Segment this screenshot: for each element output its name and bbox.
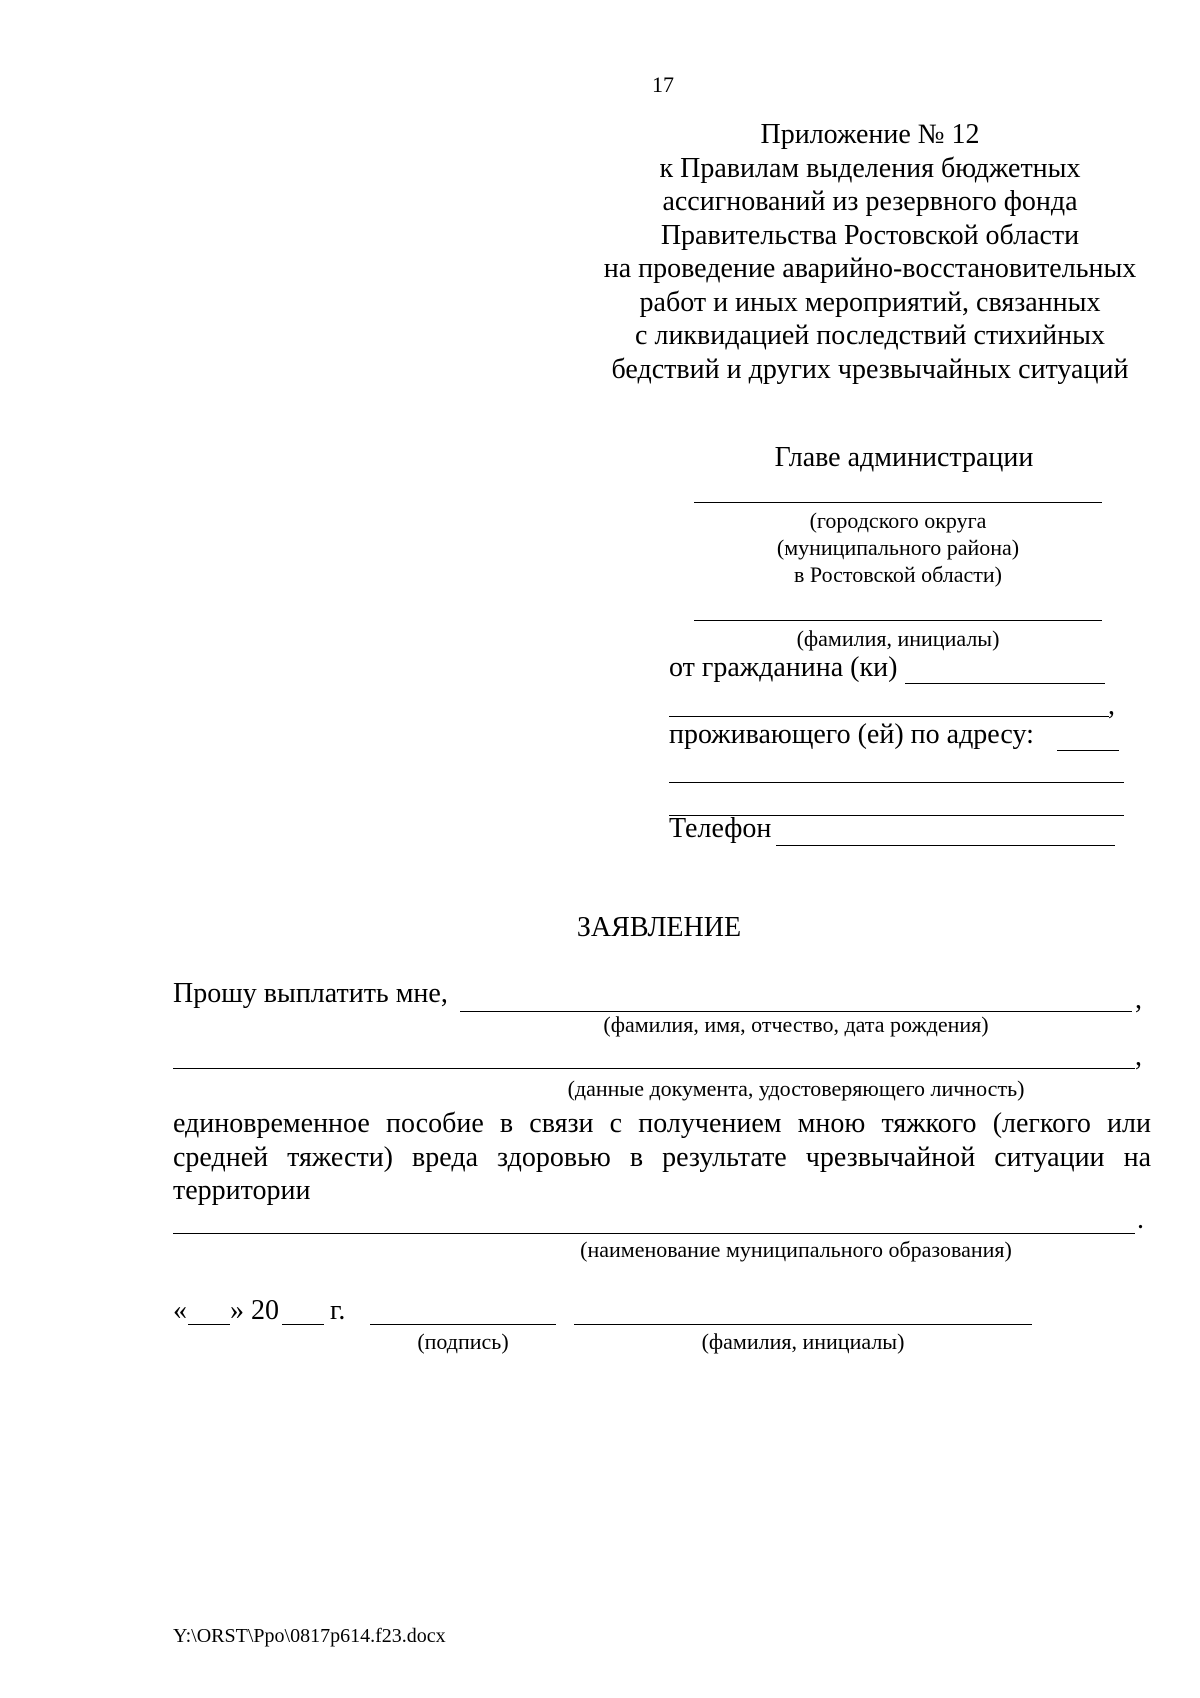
phone-label: Телефон — [669, 813, 772, 844]
from-citizen-label: от гражданина (ки) — [669, 652, 898, 683]
appendix-line: к Правилам выделения бюджетных — [659, 152, 1081, 184]
document-comma: , — [1135, 1041, 1142, 1072]
address-label: проживающего (ей) по адресу: — [669, 719, 1034, 750]
head-name-field-line[interactable] — [694, 620, 1102, 621]
year-field-line[interactable] — [282, 1324, 324, 1325]
appendix-line: Правительства Ростовской области — [660, 219, 1080, 251]
hint-municipality-3: в Ростовской области) — [794, 562, 1002, 587]
municipality-name-field-line[interactable] — [173, 1233, 1135, 1234]
hint-fio: (фамилия, имя, отчество, дата рождения) — [603, 1012, 989, 1037]
day-field-line[interactable] — [188, 1324, 230, 1325]
citizen-comma: , — [1108, 690, 1115, 721]
hint-signature: (подпись) — [417, 1329, 509, 1354]
appendix-line: на проведение аварийно-восстановительных — [603, 253, 1137, 284]
appendix-line: с ликвидацией последствий стихийных — [635, 320, 1105, 351]
request-label: Прошу выплатить мне, — [173, 978, 448, 1009]
appendix-line: бедствий и других чрезвычайных ситуаций — [611, 353, 1129, 385]
addressee-title: Главе администрации — [774, 442, 1034, 473]
page-number: 17 — [652, 72, 674, 97]
date-quote-close-year: » 20 — [230, 1295, 279, 1326]
date-quote-open: « — [173, 1295, 187, 1326]
hint-municipality-1: (городского округа — [809, 508, 987, 533]
hint-head-name: (фамилия, инициалы) — [796, 626, 1000, 651]
citizen-name-field-line[interactable] — [905, 683, 1105, 684]
year-suffix: г. — [330, 1295, 346, 1326]
document-heading: ЗАЯВЛЕНИЕ — [576, 912, 742, 943]
municipality-field-line[interactable] — [694, 502, 1102, 503]
address-field-line-2[interactable] — [669, 782, 1124, 783]
appendix-header — [590, 118, 1150, 386]
appendix-line: работ и иных мероприятий, связанных — [639, 286, 1101, 318]
address-field-line[interactable] — [1057, 750, 1119, 751]
footer-file-path: Y:\ORST\Ppo\0817p614.f23.docx — [173, 1625, 446, 1647]
phone-field-line[interactable] — [776, 845, 1115, 846]
signature-field-line[interactable] — [370, 1324, 556, 1325]
hint-signer-name: (фамилия, инициалы) — [701, 1329, 905, 1354]
citizen-name-field-line-2[interactable] — [669, 716, 1109, 717]
appendix-line: ассигнований из резервного фонда — [662, 186, 1078, 217]
appendix-line: Приложение № 12 — [760, 119, 980, 150]
signer-name-field-line[interactable] — [574, 1324, 1032, 1325]
request-paragraph: единовременное пособие в связи с получением мною тяжкого (легкого или средней тяжести) вреда здоровью в результате чрезвычайной ситуации на территории — [173, 1108, 1151, 1206]
hint-municipality-name: (наименование муниципального образования) — [580, 1237, 1012, 1262]
fio-comma: , — [1135, 984, 1142, 1015]
hint-municipality-2: (муниципального района) — [776, 535, 1020, 560]
hint-document: (данные документа, удостоверяющего личность) — [567, 1076, 1025, 1101]
municipality-period: . — [1137, 1204, 1144, 1235]
identity-document-field-line[interactable] — [173, 1068, 1135, 1069]
